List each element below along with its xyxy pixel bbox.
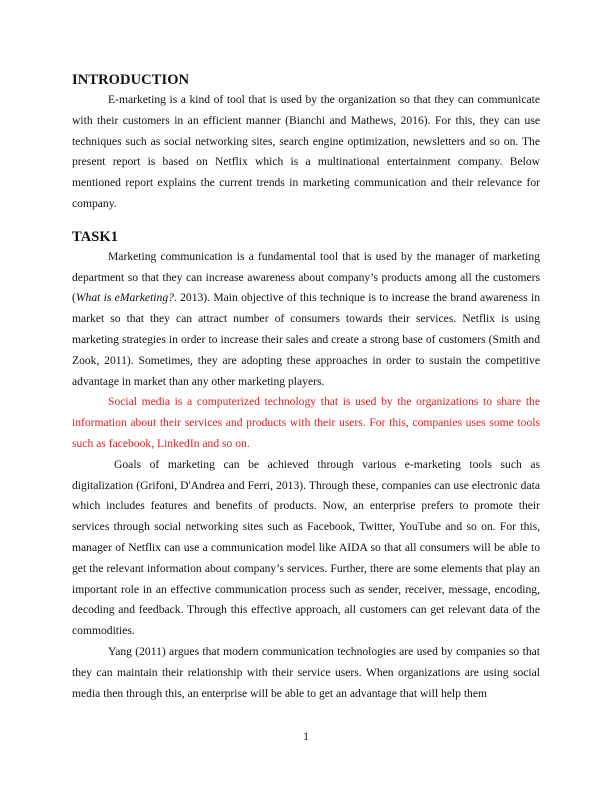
task1-paragraph-yang: Yang (2011) argues that modern communication technologies are used by companies so that they can maintain their relationship with their service users. When organizations are using social media then through this, an enterprise will be able to get an advantage that will help them	[72, 644, 540, 700]
italic-citation: What is eMarketing?	[75, 291, 174, 305]
page-content	[72, 70, 540, 704]
heading-task1: TASK1	[72, 228, 119, 245]
task1-p1-text-before: Marketing communication is a fundamental tool that is used by the manager of marketing department so that they can increase awareness about company’s products among all the customers (	[72, 249, 540, 305]
intro-paragraph: E-marketing is a kind of tool that is used by the organization so that they can communicate with their customers in an efficient manner (Bianchi and Mathews, 2016). For this, they can use techniques such as social networking sites, search engine optimization, newsletters and so on. The present report is based on Netflix which is a multinational entertainment company. Below mentioned report explains the current trends in marketing communication and their relevance for company.	[72, 93, 540, 210]
task1-paragraph-1	[72, 247, 540, 393]
task1-paragraph-social-media-red: Social media is a computerized technology that is used by the organizations to share the information about their services and products with their users. For this, companies uses some tools such as facebook, LinkedIn and so on.	[72, 395, 540, 450]
heading-introduction: INTRODUCTION	[72, 72, 190, 88]
task1-p1-text-after: . 2013). Main objective of this technique is to increase the brand awareness in market so that they can attract number of consumers towards their services. Netflix is using marketing strategies in order to increase their sales and create a strong base of customers (Smith and Zook, 2011). Sometimes, they are adopting these approaches in order to sustain the competitive advantage in market than any other marketing players.	[72, 291, 540, 388]
task1-paragraph-goals: Goals of marketing can be achieved through various e-marketing tools such as digitalization (Grifoni, D'Andrea and Ferri, 2013). Through these, companies can use electronic data which includes features and benefits of products. Now, an enterprise prefers to promote their services through social networking sites such as Facebook, Twitter, YouTube and so on. For this, manager of Netflix can use a communication model like AIDA so that all consumers will be able to get the relevant information about company’s services. Further, there are some elements that play an important role in an effective communication process such as sender, receiver, message, encoding, decoding and feedback. Through this effective approach, all customers can get relevant data of the commodities.	[72, 457, 540, 638]
page-number: 1	[303, 730, 309, 743]
